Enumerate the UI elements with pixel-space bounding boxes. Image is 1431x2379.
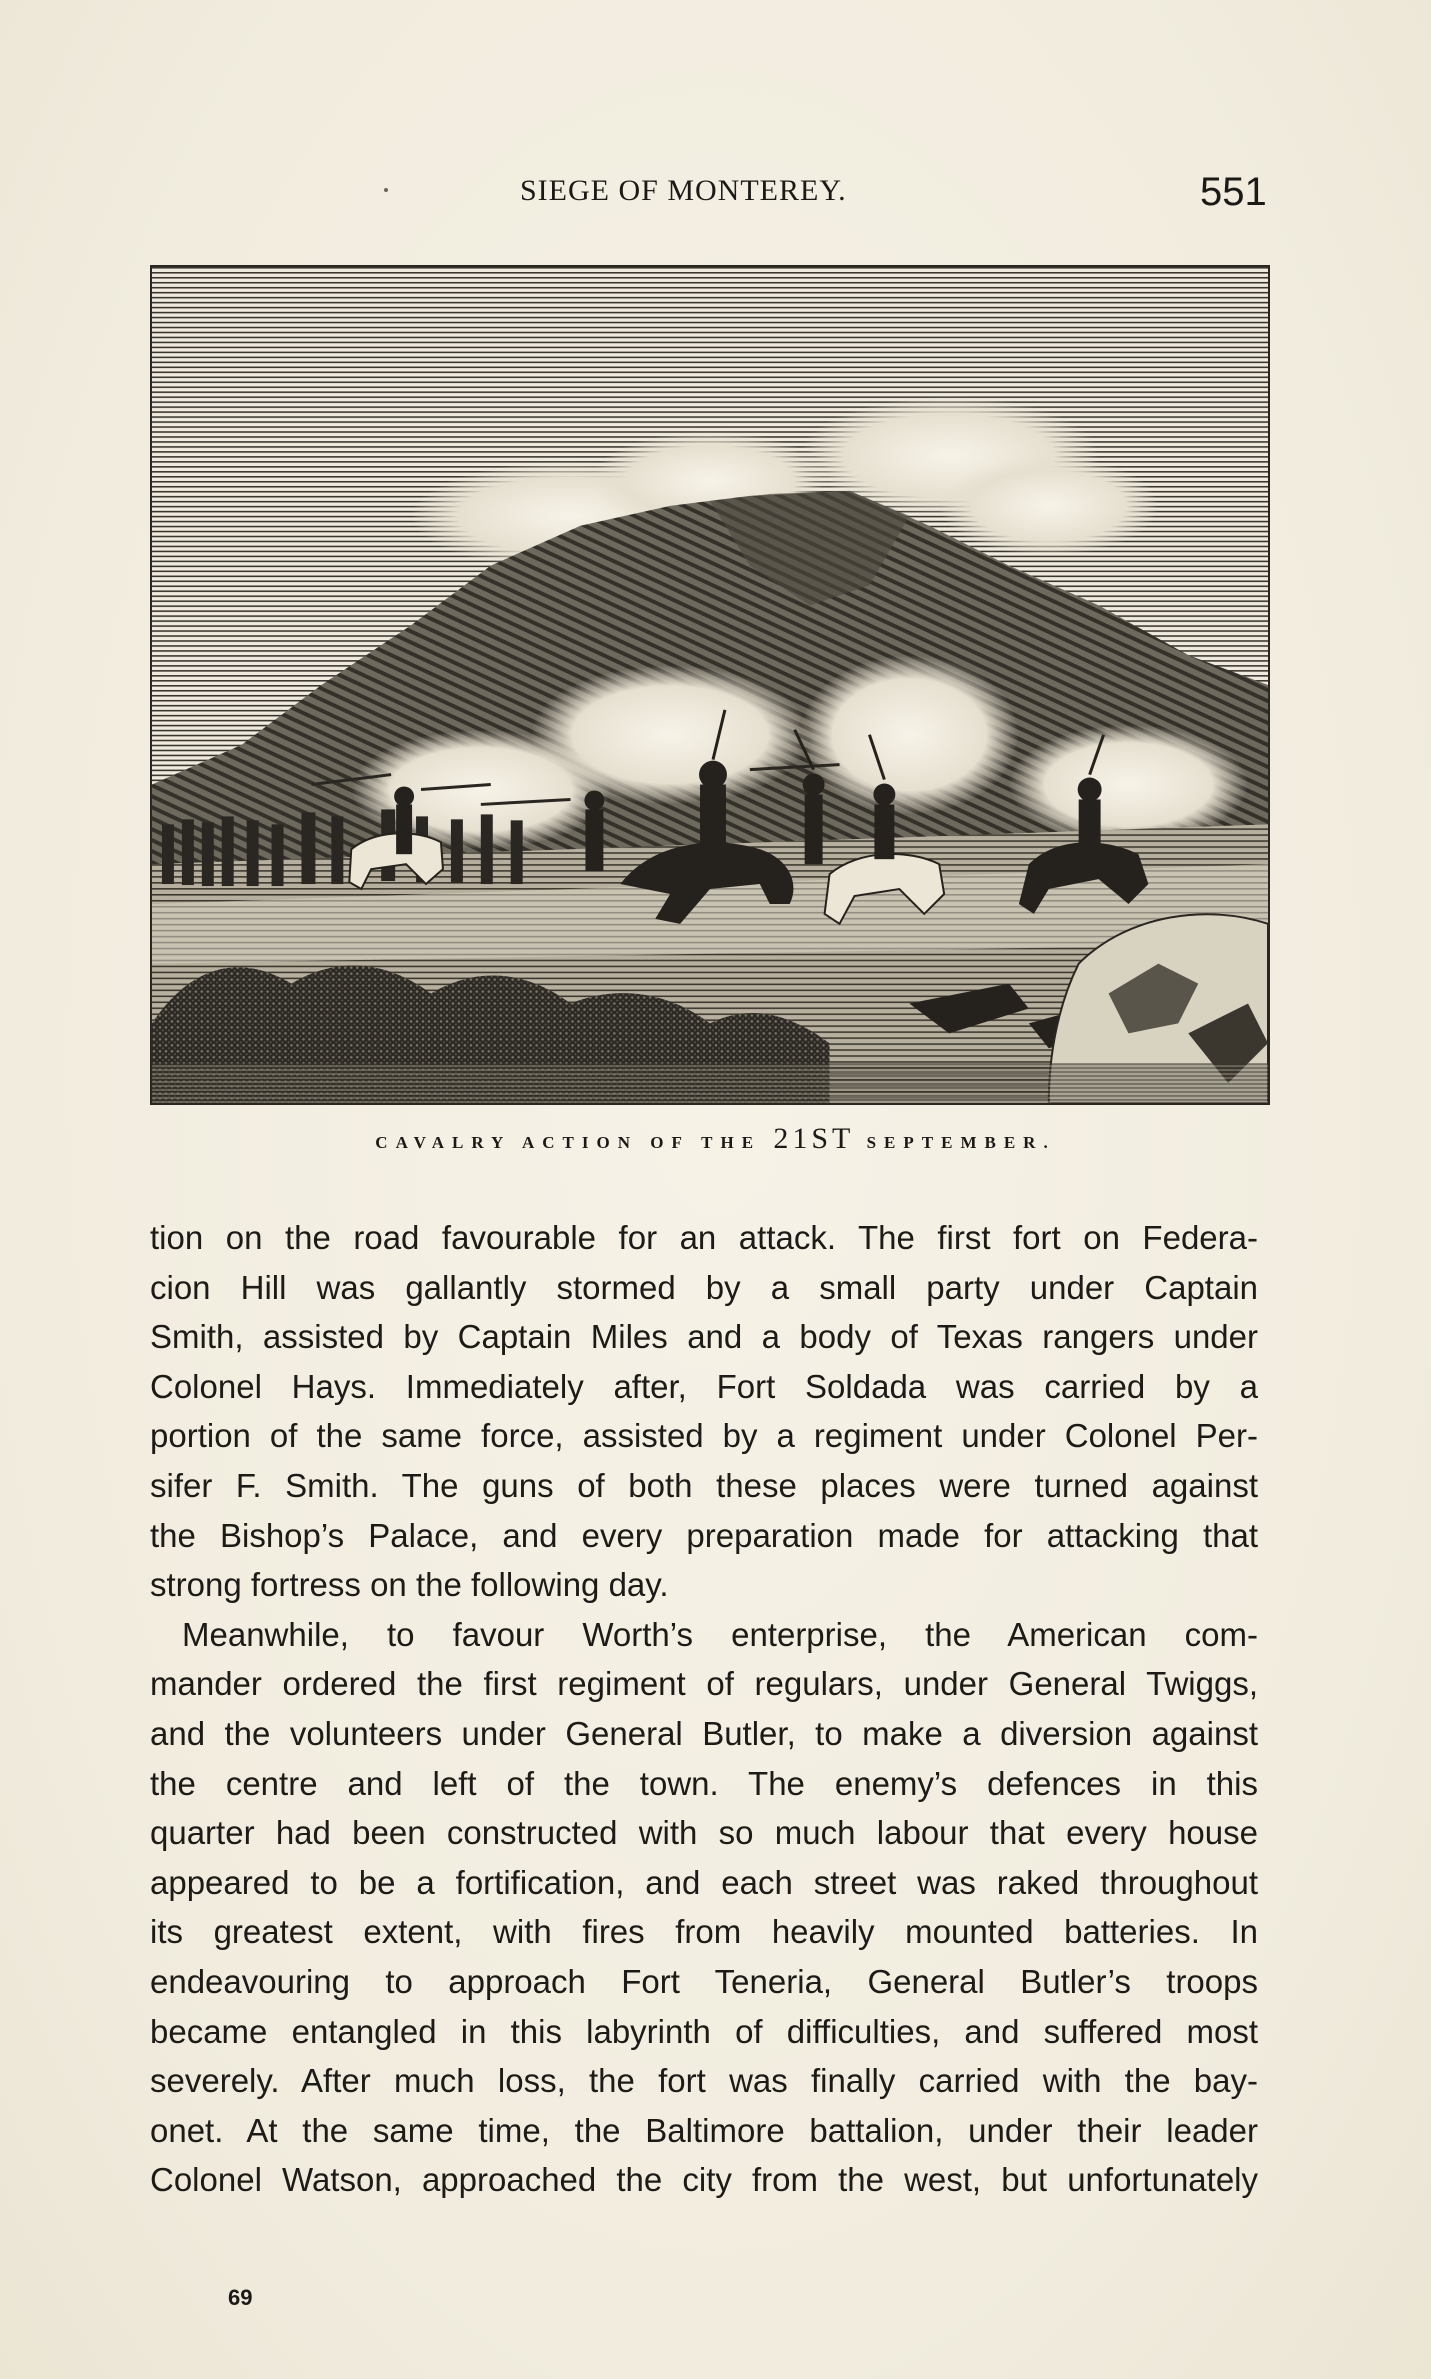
text-line: quarter had been constructed with so much labour that every house (150, 1814, 1258, 1852)
text-line: cion Hill was gallantly stormed by a small party under Captain (150, 1268, 1258, 1306)
text-line: its greatest extent, with fires from heavily mounted batteries. In (150, 1913, 1258, 1951)
body-text (150, 1213, 1258, 2205)
caption-date: 21ST (773, 1122, 855, 1155)
text-line: endeavouring to approach Fort Teneria, General Butler’s troops (150, 1962, 1258, 2000)
caption-text-a: CAVALRY ACTION OF THE (375, 1133, 774, 1152)
running-title: SIEGE OF MONTEREY. (520, 174, 847, 207)
text-line: the centre and left of the town. The enemy’s defences in this (150, 1764, 1258, 1802)
text-line: mander ordered the first regiment of regulars, under General Twiggs, (150, 1665, 1258, 1703)
text-line: portion of the same force, assisted by a regiment under Colonel Per- (150, 1417, 1258, 1455)
signature-mark: 69 (228, 2285, 253, 2310)
ornament-dot (384, 188, 388, 192)
paragraph-first-line: Meanwhile, to favour Worth’s enterprise, the American com- (182, 1615, 1258, 1653)
text-line: Colonel Watson, approached the city from the west, but unfortunately (150, 2161, 1258, 2199)
text-line: onet. At the same time, the Baltimore battalion, under their leader (150, 2111, 1258, 2149)
text-line: sifer F. Smith. The guns of both these places were turned against (150, 1466, 1258, 1504)
illustration-caption (0, 1122, 1431, 1156)
text-line: Colonel Hays. Immediately after, Fort Soldada was carried by a (150, 1367, 1258, 1405)
text-line: severely. After much loss, the fort was finally carried with the bay- (150, 2062, 1258, 2100)
caption-text-b: SEPTEMBER. (854, 1133, 1056, 1152)
text-line: strong fortress on the following day. (150, 1566, 669, 1604)
engraving-illustration (150, 265, 1270, 1105)
text-line: appeared to be a fortification, and each street was raked throughout (150, 1863, 1258, 1901)
page-number: 551 (1200, 170, 1267, 214)
running-head (0, 170, 1431, 220)
text-line: Smith, assisted by Captain Miles and a body of Texas rangers under (150, 1318, 1258, 1356)
text-line: the Bishop’s Palace, and every preparation made for attacking that (150, 1516, 1258, 1554)
text-line: became entangled in this labyrinth of difficulties, and suffered most (150, 2012, 1258, 2050)
text-line: tion on the road favourable for an attack. The first fort on Federa- (150, 1219, 1258, 1256)
text-line: and the volunteers under General Butler, to make a diversion against (150, 1714, 1258, 1752)
